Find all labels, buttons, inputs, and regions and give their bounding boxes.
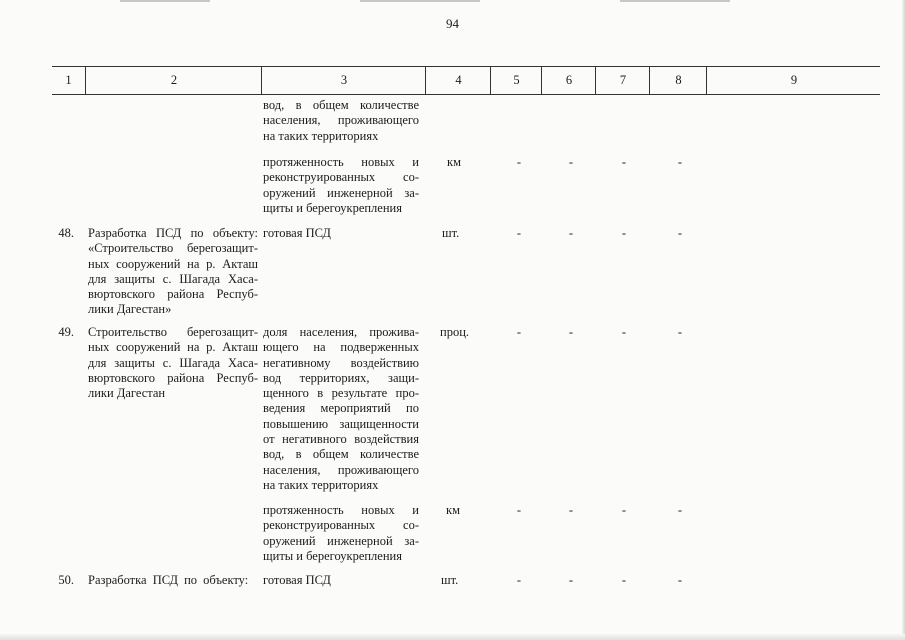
value-cell: -: [516, 573, 522, 587]
value-cell: -: [621, 503, 627, 517]
page-number: 94: [446, 16, 459, 31]
column-header: 2: [85, 67, 262, 94]
value-cell: -: [568, 503, 574, 517]
unit-cell: шт.: [441, 573, 459, 587]
page-edge-shadow: [0, 634, 905, 640]
column-header: 3: [261, 67, 426, 94]
indicator-cell: готовая ПСД: [263, 573, 331, 587]
value-cell: -: [568, 226, 574, 240]
column-header: 9: [706, 67, 881, 94]
indicator-cell: протяженность новых и реконструированных со-оружений инженерной за-щиты и берегоукрепления: [263, 155, 419, 215]
object-cell: Разработка ПСД по объекту: «Строительство берегозащит-ных сооружений на р. Акташ для защиты с. Шагада Хаса-вюртовского района Респуб-лики Дагестан»: [88, 226, 258, 317]
indicator-cell: вод, в общем количестве населения, проживающего на таких территориях: [263, 98, 419, 143]
value-cell: -: [568, 573, 574, 587]
indicator-cell: готовая ПСД: [263, 226, 331, 240]
object-cell: Разработка ПСД по объекту:: [88, 573, 249, 587]
column-header: 8: [649, 67, 707, 94]
value-cell: -: [677, 325, 683, 339]
value-cell: -: [677, 573, 683, 587]
row-number: 49.: [58, 325, 74, 339]
value-cell: -: [516, 155, 522, 169]
unit-cell: км: [447, 155, 461, 169]
indicator-cell: доля населения, прожива-ющего на подверженных негативному воздействию вод территориях, защи-щенного в результате про-ведения мероприятий по повышению защищенности от негативного воздействия вод, в общем количестве населения, проживающего на таких территориях: [263, 325, 419, 492]
column-header: 1: [65, 73, 72, 87]
value-cell: -: [568, 155, 574, 169]
value-cell: -: [677, 503, 683, 517]
object-cell: Строительство берегозащит-ных сооружений на р. Акташ для защиты с. Шагада Хаса-вюртовского района Респуб-лики Дагестан: [88, 325, 258, 401]
column-header: 7: [595, 67, 650, 94]
column-header: 6: [541, 67, 596, 94]
scan-artifact: [360, 0, 480, 2]
value-cell: -: [621, 325, 627, 339]
value-cell: -: [516, 226, 522, 240]
row-number: 48.: [58, 226, 74, 240]
indicator-cell: протяженность новых и реконструированных со-оружений инженерной за-щиты и берегоукрепления: [263, 503, 419, 563]
scan-artifact: [620, 0, 730, 2]
unit-cell: проц.: [440, 325, 470, 339]
value-cell: -: [677, 155, 683, 169]
column-header: 5: [490, 67, 542, 94]
row-number: 50.: [58, 573, 74, 587]
value-cell: -: [621, 226, 627, 240]
value-cell: -: [568, 325, 574, 339]
value-cell: -: [516, 503, 522, 517]
scan-artifact: [120, 0, 210, 2]
value-cell: -: [621, 573, 627, 587]
unit-cell: шт.: [442, 226, 460, 240]
value-cell: -: [516, 325, 522, 339]
value-cell: -: [621, 155, 627, 169]
value-cell: -: [677, 226, 683, 240]
unit-cell: км: [446, 503, 460, 517]
column-header: 4: [425, 67, 491, 94]
table-header: [52, 66, 880, 95]
